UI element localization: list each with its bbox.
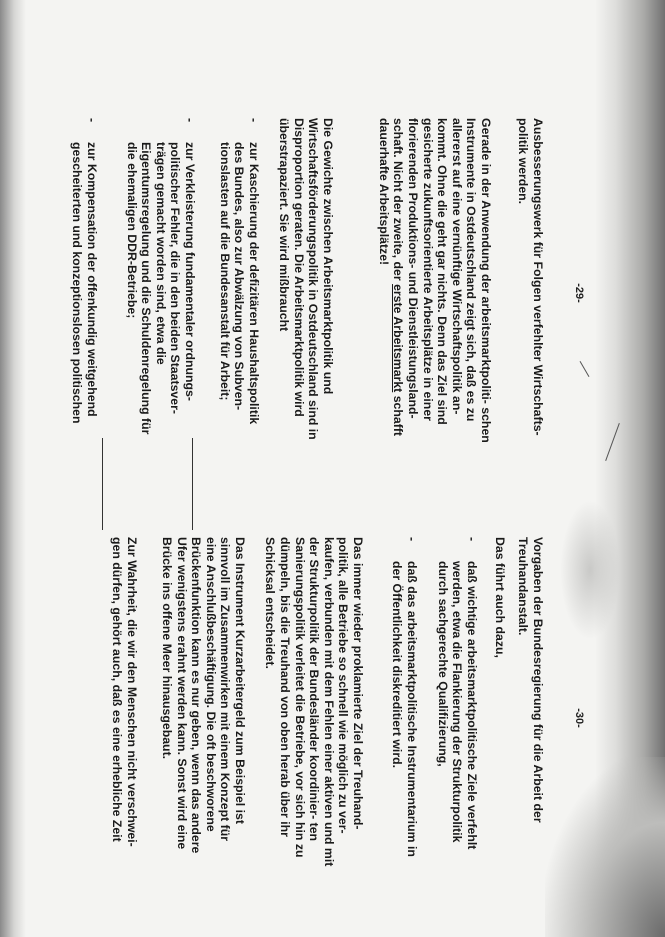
list-item-text: zur Kompensation der offenkundig weitgehend gescheiterten und konzeptionslosen politischen bbox=[70, 142, 99, 424]
list-item bbox=[435, 537, 479, 867]
list-item bbox=[124, 118, 197, 448]
bullet-dash: - bbox=[405, 537, 419, 542]
bullet-dash: - bbox=[465, 537, 479, 542]
paragraph: Das Instrument Kurzarbeitergeld zum Beispiel ist sinnvoll im Zusammenwirken mit einem Konzept für eine Anschlußbeschäftigung. Die oft beschworene Brückenfunktion kann es nur geben, wenn das andere Ufer wenigstens erahnt werden kann. Sonst wird eine Brücke ins offene Meer hinausgebaut. bbox=[160, 537, 247, 854]
paragraph-text: Gerade in der Anwendung der arbeitsmarktpoliti- schen Instrumente in Ostdeutschland zeigt sich, daß es zu allererst auf eine vernünftige Wirtschaftspolitik an- kommt. Ohne die geht gar nichts. Denn das Ziel sind gesicherte zukunftsorientierte Arbeitsplätze in einer florierenden Produktions- und Dienstleistungsland- schaft. Nicht der zweite, der bbox=[391, 118, 493, 443]
paragraph bbox=[376, 118, 493, 448]
bullet-dash: - bbox=[85, 118, 99, 123]
page-29-column bbox=[0, 118, 665, 448]
page-30-column bbox=[0, 537, 665, 867]
list-item bbox=[217, 118, 261, 448]
paragraph: Das führt auch dazu, bbox=[493, 537, 507, 658]
list-item-text: zur Verkleisterung fundamentaler ordnungs- politischer Fehler, die in den beiden Staatsver- trägen gemacht worden sind, etwa die Eigentumsregelung und die Schuldenregelung für die ehemaligen DDR-Betriebe; bbox=[124, 142, 197, 435]
page-divider-line bbox=[102, 438, 103, 530]
paragraph: Das immer wieder proklamierte Ziel der Treuhand- politik, alle Betriebe so schnell wie möglich zu ver- kaufen, verbunden mit dem Fehlen einer aktiven und mit der Strukturpolitik der Bundesländer koordinier- ten Sanierungspolitik verleitet die Betriebe, vor sich hin zu dümpeln, bis die Treuhand von oben herab über ihr Schicksal entscheidet. bbox=[263, 537, 365, 867]
list-item-text: zur Kaschierung der defizitären Haushaltspolitik des Bundes, also zur Abwälzung von Subven- tionslasten auf die Bundesanstalt für Arbeit; bbox=[217, 142, 261, 425]
page-number-30: -30- bbox=[573, 708, 585, 728]
underlined-phrase: erste Arbeitsmarkt bbox=[391, 284, 406, 393]
paragraph: Ausbesserungswerk für Folgen verfehlter Wirtschafts- politik werden. bbox=[516, 118, 545, 436]
list-item bbox=[70, 118, 99, 448]
paragraph: Vorgaben der Bundesregierung für die Arbeit der Treuhandanstalt. bbox=[516, 537, 545, 823]
page-number-29: -29- bbox=[573, 283, 585, 303]
list-item-text: daß das arbeitsmarktpolitische Instrumentarium in der Öffentlichkeit diskreditiert wird. bbox=[390, 561, 419, 857]
bullet-dash: - bbox=[183, 118, 197, 123]
bullet-dash: - bbox=[247, 118, 261, 123]
list-item bbox=[390, 537, 419, 867]
page-divider-line bbox=[192, 438, 193, 530]
paragraph-text: schafft dauerhafte Arbeitsplätze! bbox=[376, 118, 406, 437]
paragraph: Zur Wahrheit, die wir den Menschen nicht verschwei- gen dürfen, gehört auch, daß es eine erhebliche Zeit bbox=[110, 537, 139, 847]
paragraph: Die Gewichte zwischen Arbeitsmarktpolitik und Wirtschaftsförderungspolitik in Ostdeutschland sind in Disproportion geraten. Die Arbeitsmarktpolitik wird überstrapaziert. Sie wird mißbraucht bbox=[277, 118, 335, 440]
list-item-text: daß wichtige arbeitsmarktpolitische Ziele verfehlt werden, etwa die Flankierung der Strukturpolitik durch sachgerechte Qualifizierung, bbox=[435, 561, 479, 850]
